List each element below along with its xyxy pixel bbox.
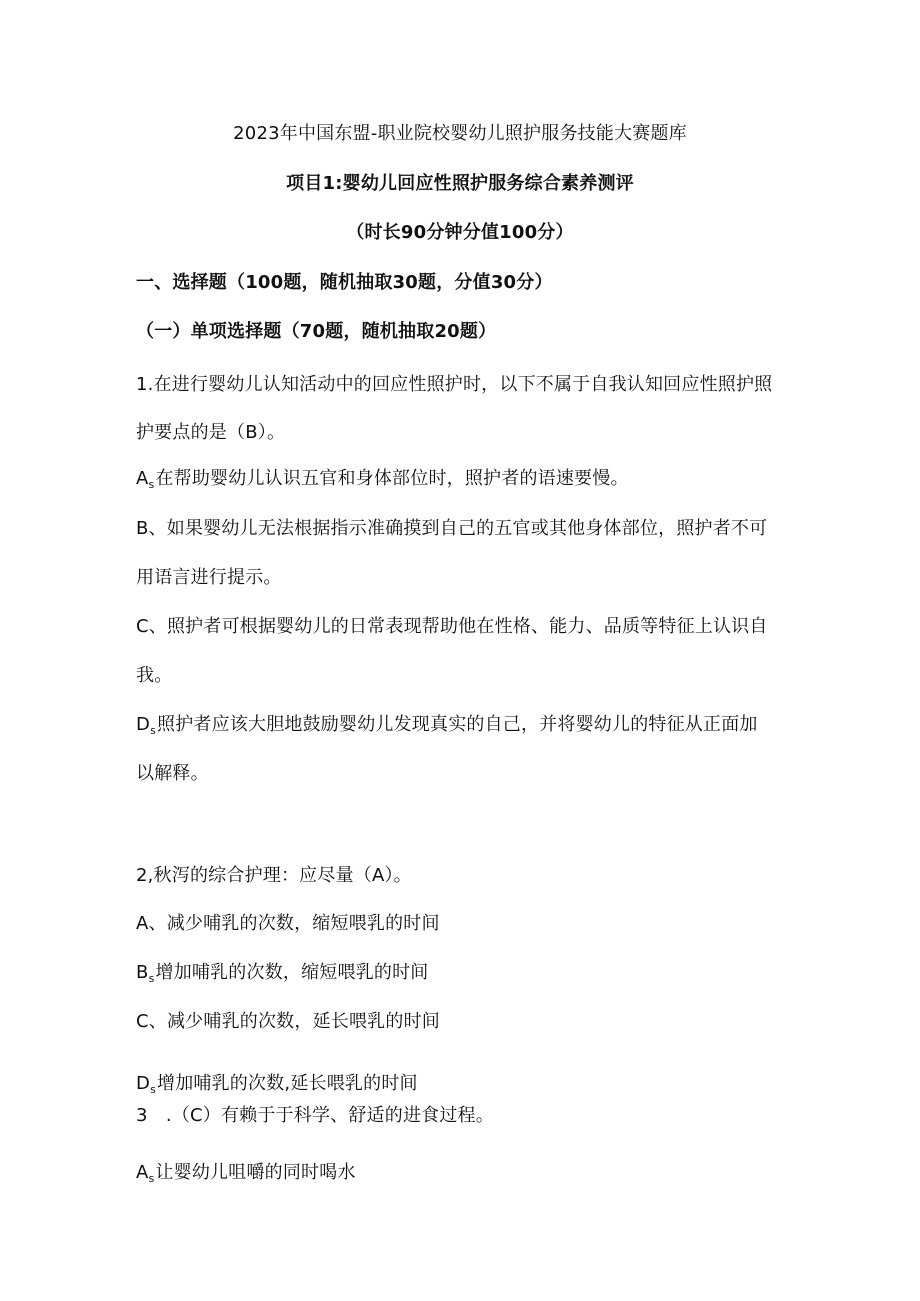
option-letter: A xyxy=(136,468,149,489)
option-letter: A xyxy=(136,1162,149,1183)
question-3-option-a xyxy=(136,1161,356,1191)
subsection-heading: （一）单项选择题（70题，随机抽取20题） xyxy=(136,321,497,342)
question-1-option-b-line-2: 用语言进行提示。 xyxy=(136,567,282,588)
option-text: 照护者应该大胆地鼓励婴幼儿发现真实的自己，并将婴幼儿的特征从正面加 xyxy=(157,714,758,735)
question-2-option-b xyxy=(136,961,429,991)
option-text: 增加哺乳的次数，缩短喂乳的时间 xyxy=(155,962,429,983)
duration-note: （时长90分钟分值100分） xyxy=(346,222,574,243)
option-separator: s xyxy=(148,972,155,985)
question-2-option-d xyxy=(136,1072,418,1102)
option-letter: D xyxy=(136,1073,151,1094)
option-letter: B xyxy=(136,962,149,983)
question-2-option-a: A、减少哺乳的次数，缩短喂乳的时间 xyxy=(136,913,440,934)
option-text: 在帮助婴幼儿认识五官和身体部位时，照护者的语速要慢。 xyxy=(155,468,629,489)
question-1-option-c-line-2: 我。 xyxy=(136,665,173,686)
question-1-option-a xyxy=(136,467,629,497)
option-letter: D xyxy=(136,714,151,735)
option-text: 增加哺乳的次数,延长喂乳的时间 xyxy=(157,1073,418,1094)
question-1-option-b-line-1: B、如果婴幼儿无法根据指示准确摸到自己的五官或其他身体部位，照护者不可 xyxy=(136,518,768,539)
question-3-stem: 3 .（C）有赖于于科学、舒适的进食过程。 xyxy=(136,1105,494,1126)
option-separator: s xyxy=(148,1172,155,1185)
question-1-option-d-line-1 xyxy=(136,713,758,743)
question-1-stem-line-1: 1.在进行婴幼儿认知活动中的回应性照护时，以下不属于自我认知回应性照护照 xyxy=(136,374,773,395)
document-title: 2023年中国东盟-职业院校婴幼儿照护服务技能大赛题库 xyxy=(233,123,687,144)
option-text: 让婴幼儿咀嚼的同时喝水 xyxy=(155,1162,356,1183)
question-1-stem-line-2: 护要点的是（B）。 xyxy=(136,422,286,443)
option-separator: s xyxy=(150,724,156,737)
question-2-stem: 2,秋泻的综合护理：应尽量（A）。 xyxy=(136,865,412,886)
question-1-option-c-line-1: C、照护者可根据婴幼儿的日常表现帮助他在性格、能力、品质等特征上认识自 xyxy=(136,616,768,637)
option-separator: s xyxy=(150,1083,156,1096)
option-separator: s xyxy=(148,478,155,491)
question-1-option-d-line-2: 以解释。 xyxy=(136,763,209,784)
project-heading: 项目1:婴幼儿回应性照护服务综合素养测评 xyxy=(286,173,634,194)
question-2-option-c: C、减少哺乳的次数，延长喂乳的时间 xyxy=(136,1011,440,1032)
section-heading: 一、选择题（100题，随机抽取30题，分值30分） xyxy=(136,272,553,293)
